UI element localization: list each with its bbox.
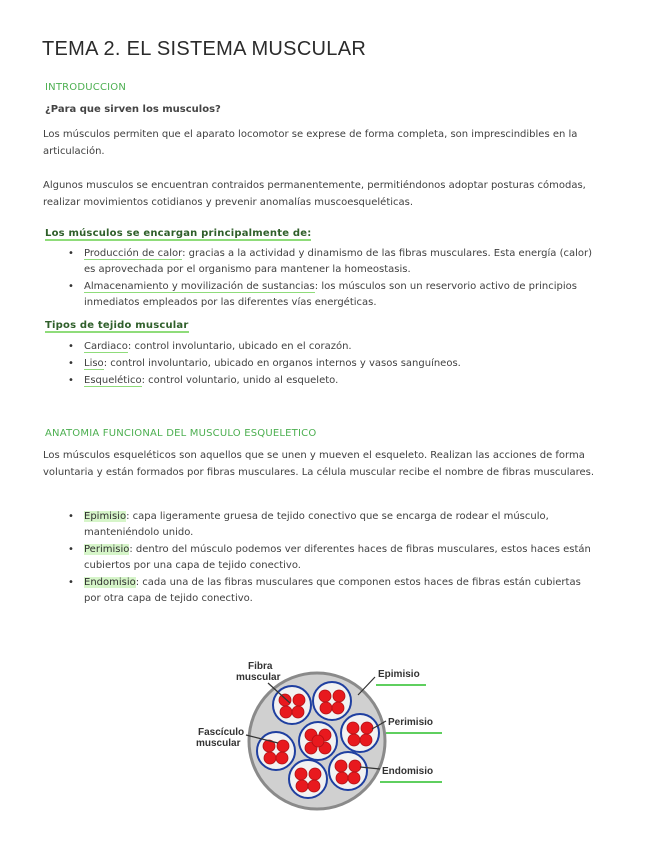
fascicle <box>257 732 295 770</box>
muscle-fiber <box>296 780 308 792</box>
fascicle <box>273 686 311 724</box>
list-item <box>68 373 598 389</box>
fascicle <box>329 752 367 790</box>
muscle-fiber <box>333 690 345 702</box>
list-item-text: : dentro del músculo podemos ver diferentes haces de fibras musculares, estos haces están cubiertos por una capa de tejido conectivo. <box>84 544 591 571</box>
list-item <box>68 246 598 278</box>
muscle-fiber <box>295 768 307 780</box>
muscle-fiber <box>292 706 304 718</box>
muscle-fiber <box>293 694 305 706</box>
list-item-text: : control involuntario, ubicado en organos internos y vasos sanguíneos. <box>103 358 461 369</box>
anatomy-paragraph: Los músculos esqueléticos son aquellos que se unen y mueven el esqueleto. Realizan las acciones de forma voluntaria y están formados por fibras musculares. La célula muscular recibe el nombre de fibras musculares. <box>43 450 595 478</box>
intro-paragraph-1: Los músculos permiten que el aparato locomotor se exprese de forma completa, son imprescindibles en la articulación. <box>43 129 578 157</box>
functions-heading-text: Los músculos se encargan principalmente de: <box>45 228 312 239</box>
functions-list <box>68 246 598 312</box>
muscle-fiber <box>277 740 289 752</box>
tissue-heading <box>45 320 189 331</box>
functions-heading <box>45 228 311 239</box>
label-fasciculo: Fascículo <box>198 727 245 738</box>
muscle-fiber <box>336 772 348 784</box>
fascicle <box>289 760 327 798</box>
list-item <box>68 509 598 541</box>
muscle-fiber <box>348 772 360 784</box>
intro-heading: INTRODUCCION <box>45 82 127 93</box>
muscle-fiber <box>312 735 324 747</box>
muscle-fiber <box>347 722 359 734</box>
tissue-heading-text: Tipos de tejido muscular <box>45 320 189 331</box>
muscle-fiber <box>349 760 361 772</box>
fascicle <box>341 714 379 752</box>
list-item <box>68 339 598 355</box>
muscle-fiber <box>309 768 321 780</box>
anatomy-heading: ANATOMIA FUNCIONAL DEL MUSCULO ESQUELETICO <box>45 428 317 439</box>
list-item-text: : control voluntario, unido al esqueleto. <box>141 375 339 386</box>
muscle-cross-section-diagram <box>190 655 450 815</box>
list-item-text: : control involuntario, ubicado en el corazón. <box>127 341 352 352</box>
muscle-fiber <box>308 780 320 792</box>
label-fibra: Fibra <box>248 661 273 672</box>
list-item-term: Producción de calor <box>84 248 183 259</box>
muscle-fiber <box>332 702 344 714</box>
muscle-fiber <box>348 734 360 746</box>
muscle-fiber <box>360 734 372 746</box>
list-item-term: Esquelético <box>84 375 142 386</box>
list-item-text: : gracias a la actividad y dinamismo de las fibras musculares. Esta energía (calor) es aprovechada por el organismo para mantener la homeostasis. <box>84 248 593 275</box>
list-item-term: Almacenamiento y movilización de sustancias <box>84 281 315 292</box>
muscle-fiber <box>335 760 347 772</box>
list-item-term: Endomisio <box>84 577 136 588</box>
list-item-text: : cada una de las fibras musculares que componen estos haces de fibras están cubiertas por otra capa de tejido conectivo. <box>84 577 581 604</box>
list-item-text: : capa ligeramente gruesa de tejido conectivo que se encarga de rodear el músculo, manteniéndolo unido. <box>84 511 549 538</box>
label-endomisio: Endomisio <box>382 766 434 777</box>
muscle-fiber <box>280 706 292 718</box>
list-item-text: : los músculos son un reservorio activo de principios inmediatos empleados por las diferentes vías energéticas. <box>84 281 577 308</box>
list-item <box>68 542 598 574</box>
fascicle <box>313 682 351 720</box>
anatomy-list <box>68 509 598 608</box>
intro-paragraph-2: Algunos musculos se encuentran contraidos permanentemente, permitiéndonos adoptar posturas cómodas, realizar movimientos cotidianos y prevenir anomalías muscoesqueléticas. <box>43 180 586 208</box>
label-fasciculo-2: muscular <box>196 738 241 749</box>
list-item <box>68 279 598 311</box>
intro-question: ¿Para que sirven los musculos? <box>45 104 221 115</box>
list-item-term: Perimisio <box>84 544 130 555</box>
muscle-fiber <box>279 694 291 706</box>
list-item-term: Liso <box>84 358 104 369</box>
list-item-term: Cardiaco <box>84 341 128 352</box>
label-fibra-2: muscular <box>236 672 281 683</box>
list-item-term: Epimisio <box>84 511 127 522</box>
page-title: TEMA 2. EL SISTEMA MUSCULAR <box>42 38 367 60</box>
label-epimisio: Epimisio <box>378 669 420 680</box>
muscle-fiber <box>276 752 288 764</box>
tissue-list <box>68 339 598 390</box>
muscle-fiber <box>361 722 373 734</box>
muscle-fiber <box>264 752 276 764</box>
label-perimisio: Perimisio <box>388 717 434 728</box>
list-item <box>68 356 598 372</box>
list-item <box>68 575 598 607</box>
muscle-fiber <box>320 702 332 714</box>
muscle-fiber <box>319 690 331 702</box>
